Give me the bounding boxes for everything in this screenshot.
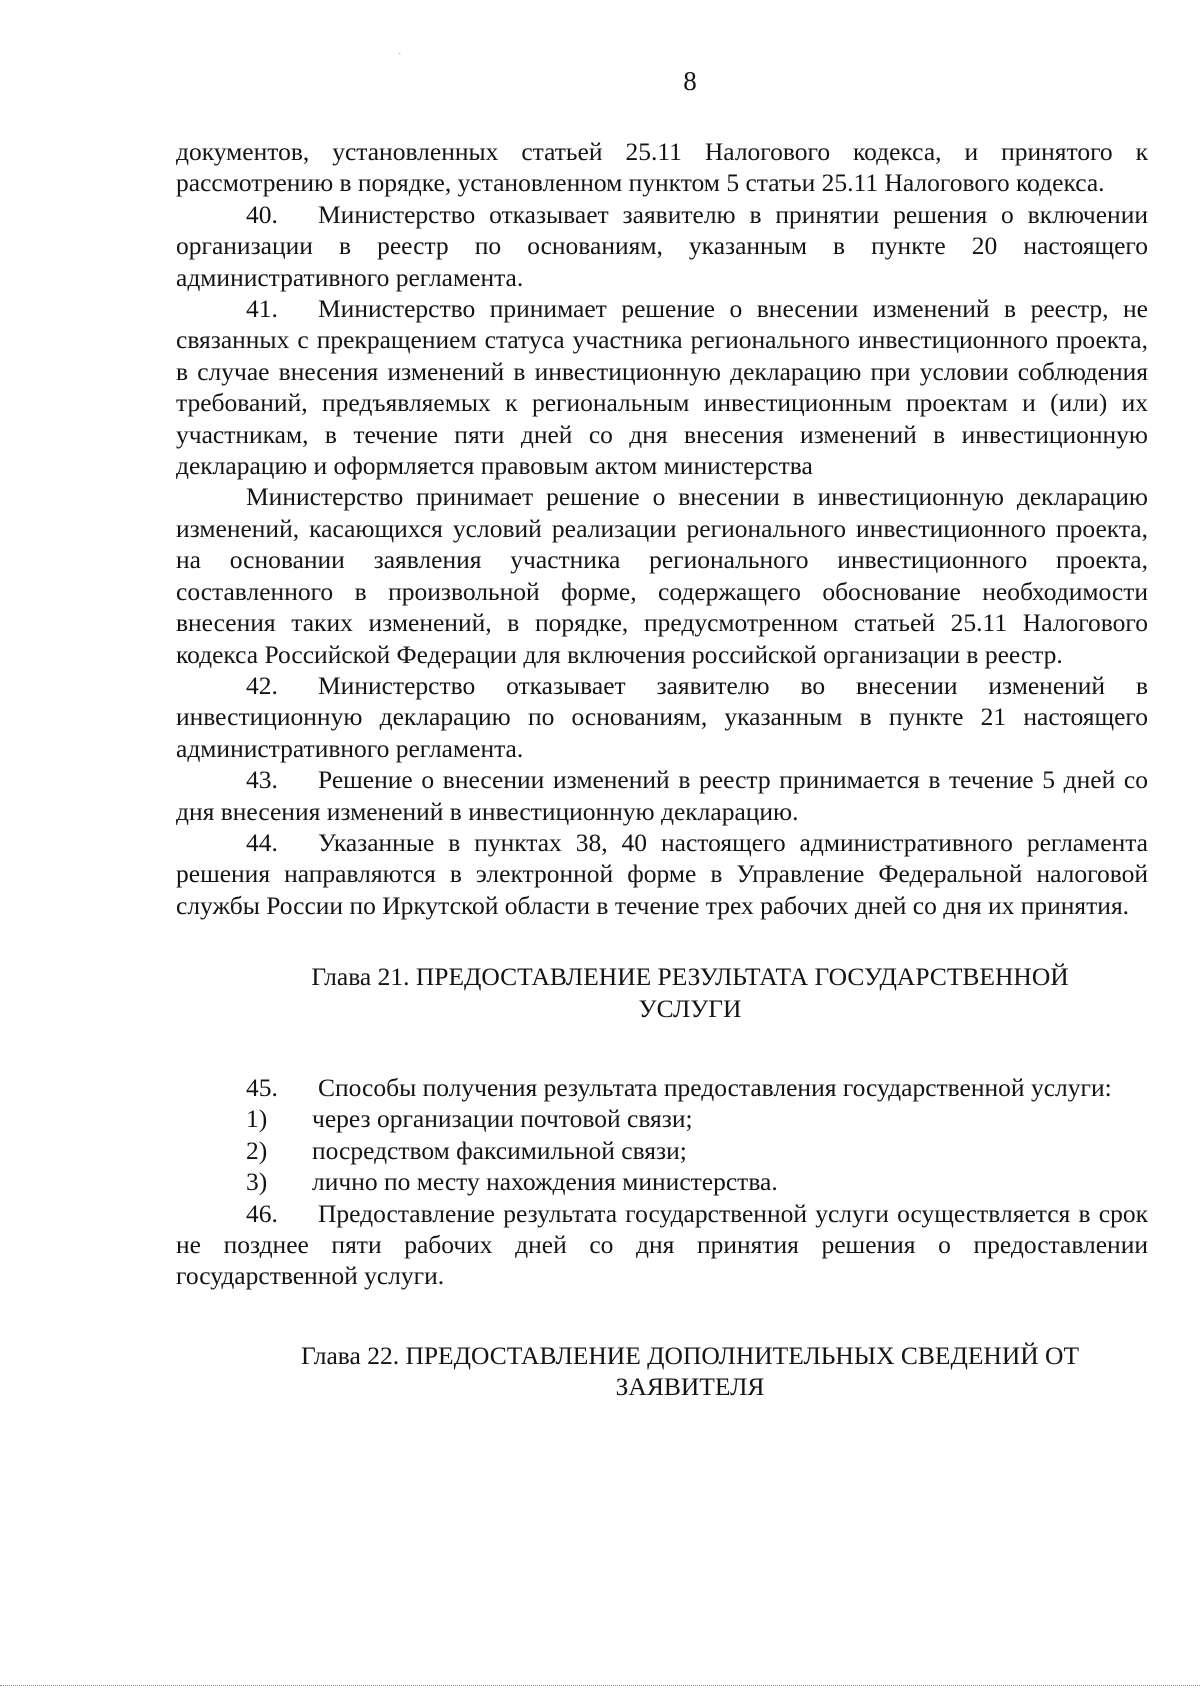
paragraph-text: Предоставление результата государственной услуги осуществляется в срок не позднее пяти рабочих дней со дня принятия решения о предоставлении государственной услуги. xyxy=(176,1198,1148,1291)
scan-speck: ˏ xyxy=(398,44,402,55)
paragraph-text: Министерство принимает решение о внесении изменений в реестр, не связанных с прекращением статуса участника регионального инвестиционного проекта, в случае внесения изменений в инвестиционную декларацию при условии соблюдения требований, предъявляемых к региональным инвестиционным проектам и (или) их участникам, в течение пяти дней со дня внесения изменений в инвестиционную декларацию и оформляется правовым актом министерства xyxy=(176,294,1148,481)
list-item xyxy=(176,1166,1148,1197)
paragraph-number: 46. xyxy=(246,1198,278,1228)
paragraph-number: 43. xyxy=(246,765,278,795)
chapter-heading-line: УСЛУГИ xyxy=(638,993,742,1023)
chapter-22-heading xyxy=(176,1340,1148,1403)
paragraph-number: 45. xyxy=(246,1072,278,1102)
paragraph-number: 41. xyxy=(246,294,278,324)
list-item-number: 2) xyxy=(246,1135,268,1165)
paragraph-text: Министерство отказывает заявителю во внесении изменений в инвестиционную декларацию по основаниям, указанным в пункте 21 настоящего административного регламента. xyxy=(176,670,1148,763)
list-item-text: через организации почтовой связи; xyxy=(312,1104,693,1134)
paragraph-number: 40. xyxy=(246,199,278,229)
chapter-21-heading xyxy=(176,961,1148,1024)
paragraph-42 xyxy=(176,670,1148,764)
page-number: 8 xyxy=(683,66,697,96)
paragraph-text: Министерство отказывает заявителю в принятии решения о включении организации в реестр по основаниям, указанным в пункте 20 настоящего административного регламента. xyxy=(176,199,1148,292)
paragraph-text: Указанные в пунктах 38, 40 настоящего административного регламента решения направляются в электронной форме в Управление Федеральной налоговой службы России по Иркутской области в течение трех рабочих дней со дня их принятия. xyxy=(176,827,1148,920)
paragraph-41-second: Министерство принимает решение о внесении в инвестиционную декларацию изменений, касающихся условий реализации регионального инвестиционного проекта, на основании заявления участника регионального инвестиционного проекта, составленного в произвольной форме, содержащего обоснование необходимости внесения таких изменений, в порядке, предусмотренном статьей 25.11 Налогового кодекса Российской Федерации для включения российской организации в реестр. xyxy=(176,482,1148,669)
list-item-text: лично по месту нахождения министерства. xyxy=(312,1167,778,1197)
paragraph-number: 44. xyxy=(246,827,278,857)
list-item xyxy=(176,1103,1148,1134)
document-body xyxy=(176,136,1148,1403)
paragraph-39-continuation: документов, установленных статьей 25.11 Налогового кодекса, и принятого к рассмотрению в порядке, установленном пунктом 5 статьи 25.11 Налогового кодекса. xyxy=(176,137,1148,198)
paragraph-45 xyxy=(176,1072,1148,1103)
paragraph-40 xyxy=(176,199,1148,293)
chapter-heading-line: Глава 21. ПРЕДОСТАВЛЕНИЕ РЕЗУЛЬТАТА ГОСУДАРСТВЕННОЙ xyxy=(311,962,1069,992)
paragraph-text: Способы получения результата предоставления государственной услуги: xyxy=(318,1072,1112,1102)
list-item xyxy=(176,1135,1148,1166)
paragraph-number: 42. xyxy=(246,670,278,700)
list-item-number: 3) xyxy=(246,1167,268,1197)
paragraph-text: Решение о внесении изменений в реестр принимается в течение 5 дней со дня внесения изменений в инвестиционную декларацию. xyxy=(176,765,1148,826)
paragraph-43 xyxy=(176,764,1148,827)
paragraph-46 xyxy=(176,1198,1148,1292)
scan-edge-line xyxy=(0,1685,1200,1686)
paragraph-44 xyxy=(176,827,1148,921)
chapter-heading-line: ЗАЯВИТЕЛЯ xyxy=(615,1372,765,1402)
chapter-heading-line: Глава 22. ПРЕДОСТАВЛЕНИЕ ДОПОЛНИТЕЛЬНЫХ СВЕДЕНИЙ ОТ xyxy=(300,1340,1080,1370)
paragraph-41 xyxy=(176,293,1148,481)
list-item-text: посредством факсимильной связи; xyxy=(312,1135,687,1165)
list-item-number: 1) xyxy=(246,1104,268,1134)
